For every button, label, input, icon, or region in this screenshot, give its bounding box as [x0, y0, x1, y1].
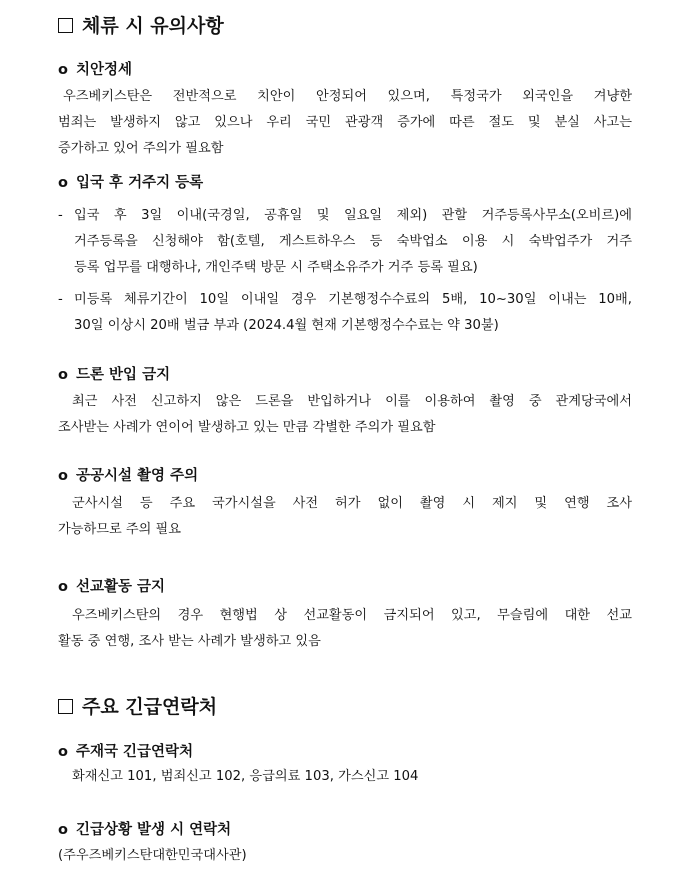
bullet-registration-fine: - 미등록 체류기간이 10일 이내일 경우 기본행정수수료의 5배, 10~30일 이내는 10배, 30일 이상시 20배 벌금 부과 (2024.4월 현재 기본행정수수료는 약 30불): [58, 287, 632, 339]
item-heading-drone: o 드론 반입 금지: [58, 367, 171, 383]
section-title-emergency-contacts: 주요 긴급연락처: [58, 695, 217, 719]
item-heading-photography: o 공공시설 촬영 주의: [58, 468, 199, 484]
bullet-o-icon: o: [58, 744, 68, 760]
item-heading-security: o 치안정세: [58, 62, 132, 78]
dash-bullet: -: [58, 208, 63, 223]
bullet-o-icon: o: [58, 62, 68, 78]
dash-bullet: -: [58, 292, 63, 307]
item-heading-missionary: o 선교활동 금지: [58, 579, 166, 595]
bullet-o-icon: o: [58, 367, 68, 383]
bullet-registration-deadline: - 입국 후 3일 이내(국경일, 공휴일 및 일요일 제외) 관할 거주등록사무소(오비르)에 거주등록을 신청해야 함(호텔, 게스트하우스 등 숙박업소 이용 시 숙박업주가 거주 등록 업무를 대행하나, 개인주택 방문 시 주택소유주가 거주 등록 필요): [58, 203, 632, 281]
checkbox-square-icon: [58, 699, 73, 714]
paragraph-missionary: 우즈베키스탄의 경우 현행법 상 선교활동이 금지되어 있고, 무슬림에 대한 선교 활동 중 연행, 조사 받는 사례가 발생하고 있음: [58, 608, 632, 649]
paragraph-embassy-contact: (주우즈베키스탄대한민국대사관): [58, 848, 247, 863]
bullet-o-icon: o: [58, 175, 68, 191]
bullet-o-icon: o: [58, 579, 68, 595]
item-heading-embassy-contact: o 긴급상황 발생 시 연락처: [58, 822, 232, 838]
paragraph-local-emergency: 화재신고 101, 범죄신고 102, 응급의료 103, 가스신고 104: [72, 769, 419, 784]
bullet-o-icon: o: [58, 468, 68, 484]
item-heading-registration: o 입국 후 거주지 등록: [58, 175, 204, 191]
checkbox-square-icon: [58, 18, 73, 33]
paragraph-photography: 군사시설 등 주요 국가시설을 사전 허가 없이 촬영 시 제지 및 연행 조사 가능하므로 주의 필요: [58, 496, 632, 537]
section-title-precautions: 체류 시 유의사항: [58, 14, 224, 38]
paragraph-drone: 최근 사전 신고하지 않은 드론을 반입하거나 이를 이용하여 촬영 중 관계당국에서 조사받는 사례가 연이어 발생하고 있는 만큼 각별한 주의가 필요함: [58, 394, 632, 435]
item-heading-local-emergency: o 주재국 긴급연락처: [58, 744, 194, 760]
bullet-o-icon: o: [58, 822, 68, 838]
paragraph-security: 우즈베키스탄은 전반적으로 치안이 안정되어 있으며, 특정국가 외국인을 겨냥한 범죄는 발생하지 않고 있으나 우리 국민 관광객 증가에 따른 절도 및 분실 사고는 증가하고 있어 주의가 필요함: [58, 89, 632, 156]
